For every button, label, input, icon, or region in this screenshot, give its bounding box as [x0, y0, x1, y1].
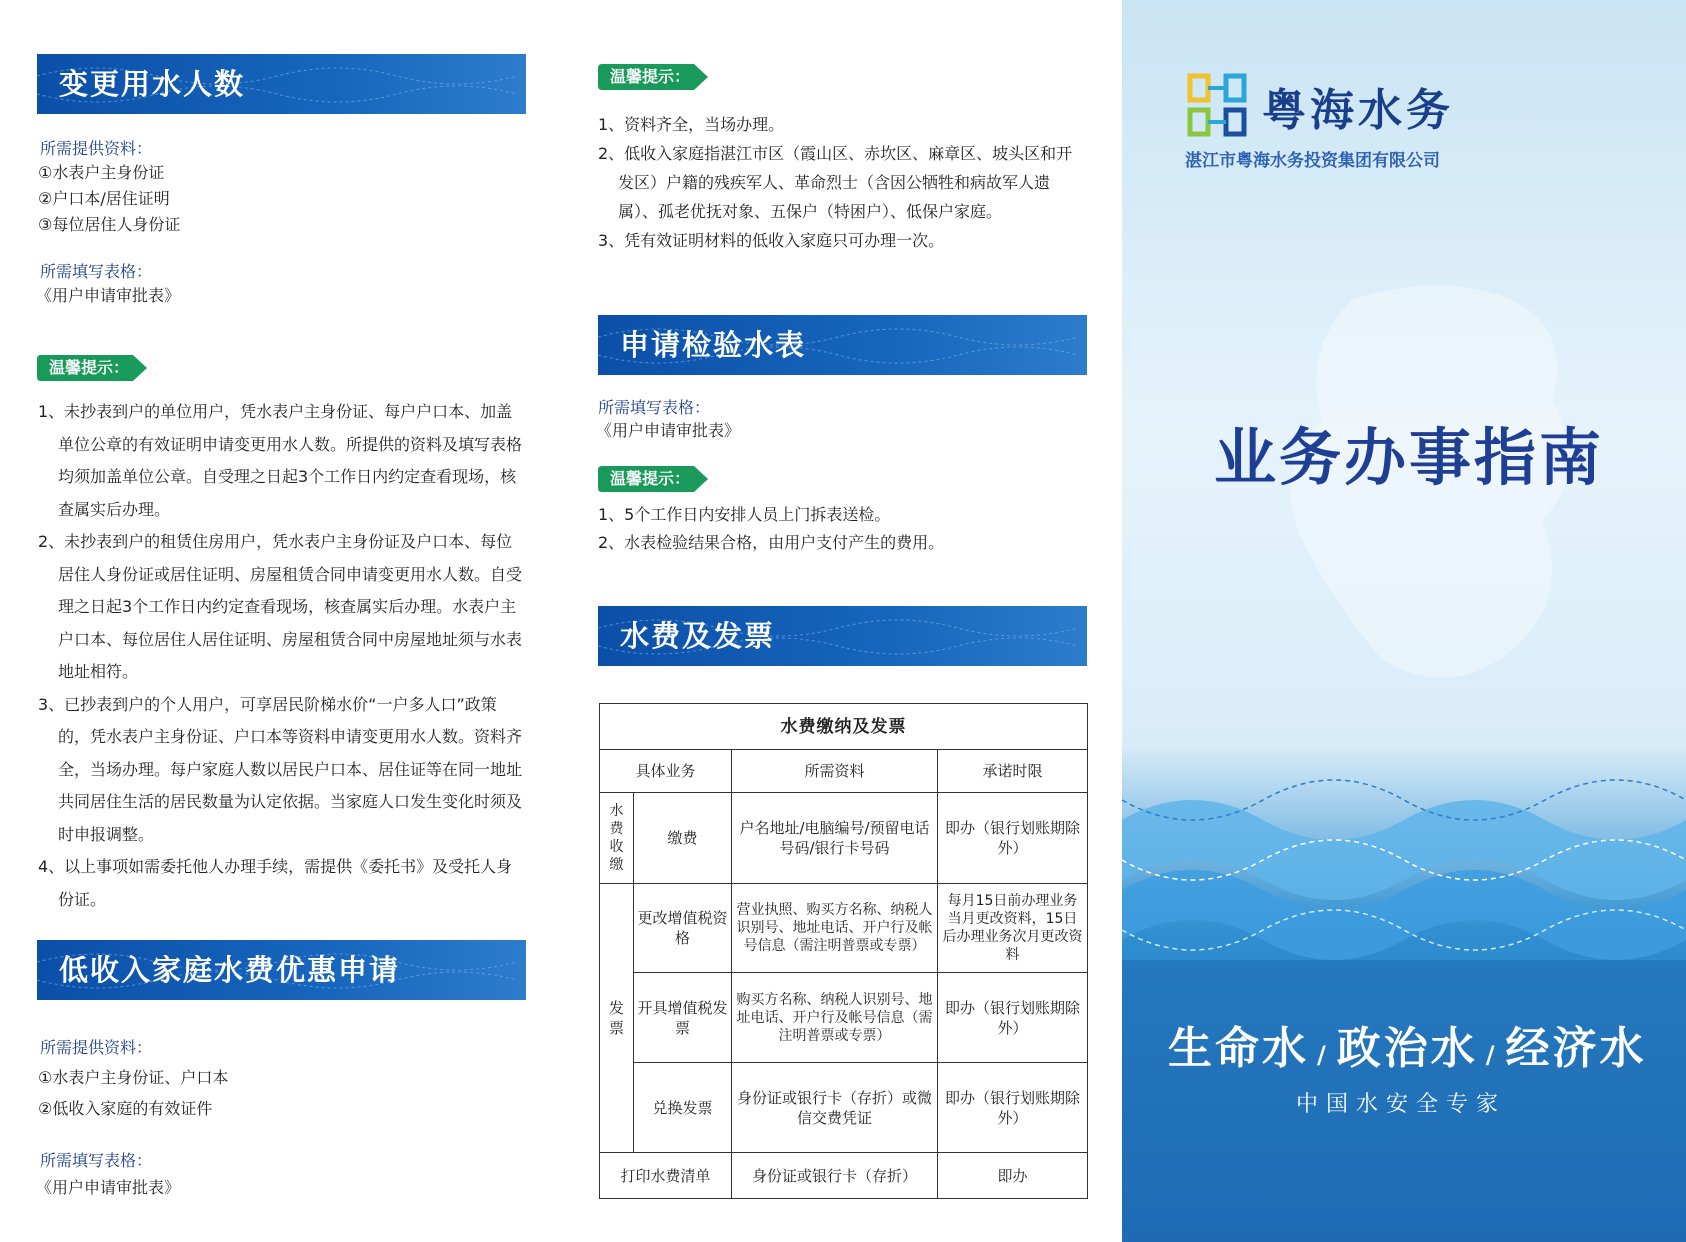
form-name: 《用户申请审批表》 — [596, 421, 741, 440]
materials-label: 所需提供资料： — [40, 1038, 153, 1057]
logo-icon — [1186, 70, 1248, 140]
slogan-part: 生命水 — [1168, 1023, 1309, 1074]
subslogan: 中国水安全专家 — [1296, 1092, 1507, 1117]
list-item: 3、凭有效证明材料的低收入家庭只可办理一次。 — [598, 231, 945, 250]
table-cell: 营业执照、购买方名称、纳税人识别号、地址电话、开户行及帐号信息（需注明普票或专票） — [732, 884, 938, 973]
fee-invoice-table — [599, 703, 1088, 1199]
forms-label: 所需填写表格： — [40, 1151, 153, 1170]
list-item: ②户口本/居住证明 — [38, 189, 170, 208]
form-name: 《用户申请审批表》 — [36, 1178, 181, 1197]
table-cell: 即办 — [938, 1153, 1088, 1199]
table-cell: 即办（银行划账期除外） — [938, 973, 1088, 1063]
tip-badge: 温馨提示： — [598, 64, 706, 90]
forms-label: 所需填写表格： — [598, 398, 711, 417]
table-caption: 水费缴纳及发票 — [600, 704, 1088, 750]
table-row — [600, 1153, 1088, 1199]
materials-list — [38, 160, 180, 238]
left-panel — [0, 0, 560, 1242]
table-row — [600, 1063, 1088, 1153]
forms-label: 所需填写表格： — [40, 262, 153, 281]
table-cell: 身份证或银行卡（存折）或微信交费凭证 — [732, 1063, 938, 1153]
table-cell: 购买方名称、纳税人识别号、地址电话、开户行及帐号信息（需注明普票或专票） — [732, 973, 938, 1063]
section-title-change-users: 变更用水人数 — [37, 54, 526, 114]
table-cell: 每月15日前办理业务当月更改资料，15日后办理业务次月更改资料 — [938, 884, 1088, 973]
table-header: 承诺时限 — [938, 750, 1088, 793]
slogan-separator: / — [1317, 1041, 1329, 1069]
section-title-meter-check: 申请检验水表 — [598, 315, 1087, 375]
table-cell: 户名地址/电脑编号/预留电话号码/银行卡号码 — [732, 793, 938, 884]
low-income-tips-list — [598, 110, 1086, 255]
table-header: 所需资料 — [732, 750, 938, 793]
list-item: 4、以上事项如需委托他人办理手续，需提供《委托书》及受托人身份证。 — [38, 857, 513, 909]
list-item: 2、低收入家庭指湛江市区（霞山区、赤坎区、麻章区、坡头区和开发区）户籍的残疾军人、革命烈士（含因公牺牲和病故军人遗属）、孤老优抚对象、五保户（特困户）、低保户家庭。 — [598, 144, 1073, 221]
group-cell: 发票 — [600, 884, 634, 1153]
table-cell: 身份证或银行卡（存折） — [732, 1153, 938, 1199]
table-cell: 兑换发票 — [634, 1063, 732, 1153]
tip-badge: 温馨提示： — [37, 355, 145, 381]
form-name: 《用户申请审批表》 — [36, 286, 181, 305]
guide-title: 业务办事指南 — [1214, 421, 1605, 494]
table-cell: 缴费 — [634, 793, 732, 884]
list-item: ①水表户主身份证 — [38, 163, 165, 182]
materials-list — [38, 1062, 228, 1124]
list-item: 3、已抄表到户的个人用户，可享居民阶梯水价“一户多人口”政策的，凭水表户主身份证、户口本等资料申请变更用水人数。资料齐全，当场办理。每户家庭人数以居民户口本、居住证等在同一地址共同居住生活的居民数量为认定依据。当家庭人口发生变化时须及时申报调整。 — [38, 694, 523, 844]
company-name: 湛江市粤海水务投资集团有限公司 — [1185, 151, 1440, 171]
list-item: ①水表户主身份证、户口本 — [38, 1068, 229, 1087]
slogan — [1168, 1012, 1647, 1076]
table-cell: 更改增值税资格 — [634, 884, 732, 973]
meter-tips-list — [598, 501, 944, 557]
table-row — [600, 793, 1088, 884]
list-item: 2、水表检验结果合格，由用户支付产生的费用。 — [598, 533, 945, 552]
list-item: 2、未抄表到户的租赁住房用户，凭水表户主身份证及户口本、每位居住人身份证或居住证明、房屋租赁合同申请变更用水人数。自受理之日起3个工作日内约定查看现场，核查属实后办理。水表户主户口本、每位居住人居住证明、房屋租赁合同中房屋地址须与水表地址相符。 — [38, 532, 523, 681]
table-cell: 即办（银行划账期除外） — [938, 1063, 1088, 1153]
list-item: 1、未抄表到户的单位用户，凭水表户主身份证、每户户口本、加盖单位公章的有效证明申请变更用水人数。所提供的资料及填写表格均须加盖单位公章。自受理之日起3个工作日内约定查看现场，核查属实后办理。 — [38, 402, 523, 519]
table-cell: 打印水费清单 — [600, 1153, 732, 1199]
materials-label: 所需提供资料： — [40, 139, 153, 158]
table-cell: 即办（银行划账期除外） — [938, 793, 1088, 884]
list-item: ③每位居住人身份证 — [38, 215, 181, 234]
slogan-part: 政治水 — [1336, 1023, 1478, 1074]
tip-badge: 温馨提示： — [598, 466, 706, 492]
list-item: 1、5个工作日内安排人员上门拆表送检。 — [598, 505, 891, 524]
group-cell: 水费收缴 — [600, 793, 634, 884]
change-tips-list — [38, 396, 526, 916]
slogan-separator: / — [1485, 1041, 1498, 1069]
list-item: 1、资料齐全，当场办理。 — [598, 115, 785, 134]
table-cell: 开具增值税发票 — [634, 973, 732, 1063]
slogan-part: 经济水 — [1505, 1023, 1647, 1074]
list-item: ②低收入家庭的有效证件 — [38, 1099, 213, 1118]
table-row — [600, 973, 1088, 1063]
section-title-fees-invoice: 水费及发票 — [598, 606, 1087, 666]
table-header-row — [600, 750, 1088, 793]
brand-name: 粤海水务 — [1262, 85, 1454, 136]
table-row — [600, 704, 1088, 750]
section-title-low-income: 低收入家庭水费优惠申请 — [37, 940, 526, 1000]
table-row — [600, 884, 1088, 973]
table-header: 具体业务 — [600, 750, 732, 793]
